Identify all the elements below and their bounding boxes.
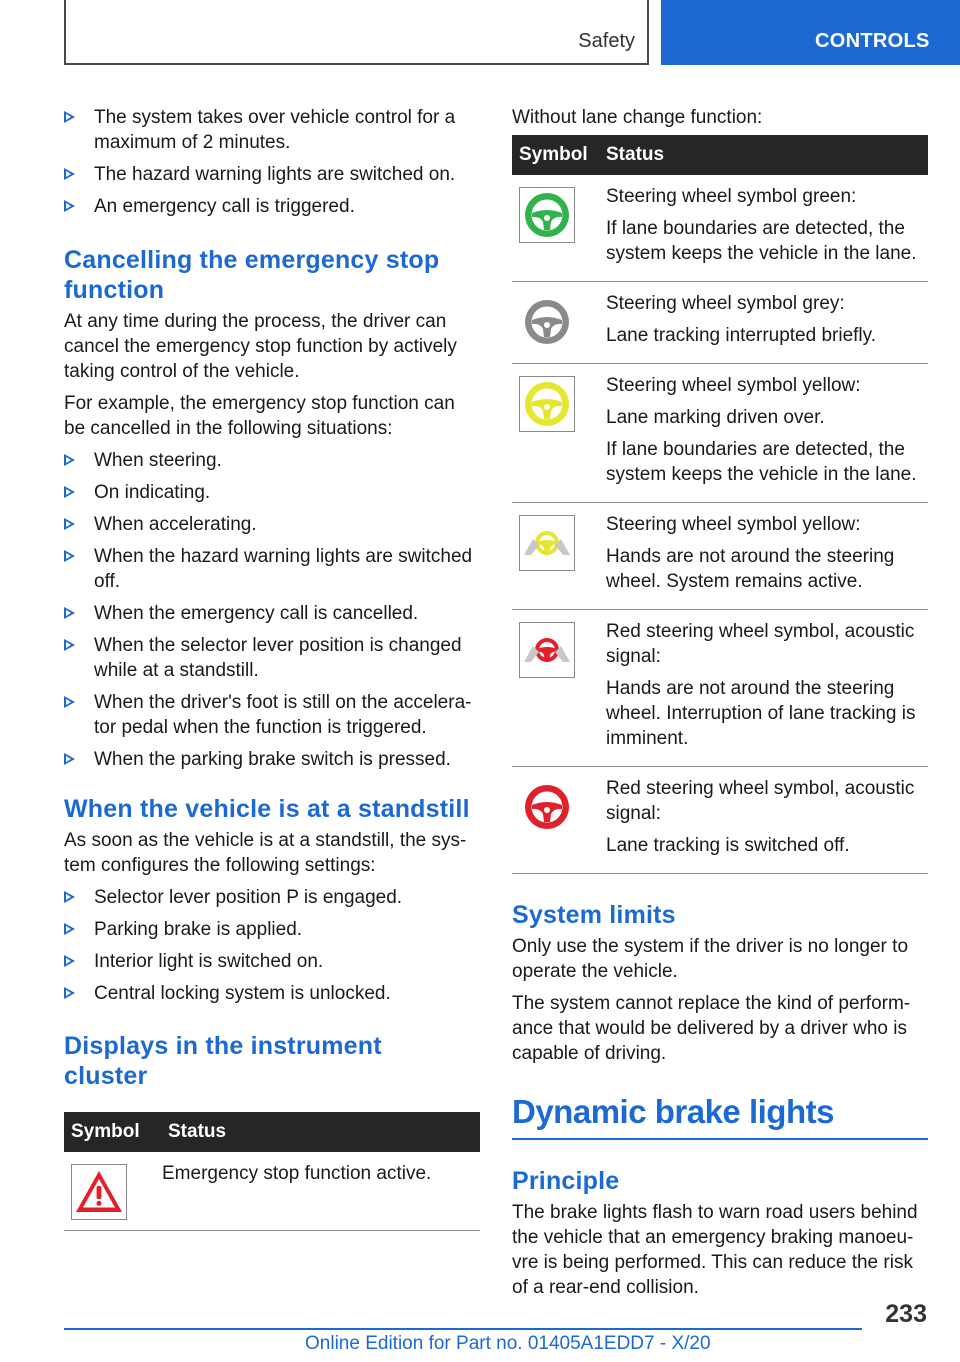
header-chapter-tab	[661, 0, 960, 65]
list-item: The hazard warning lights are switched on.	[64, 162, 480, 187]
status-text: Emergency stop function active.	[162, 1163, 432, 1184]
list-item: When the parking brake switch is pressed.	[64, 747, 480, 772]
triangle-bullet-icon	[64, 454, 75, 466]
list-item: When the hazard warning lights are switched off.	[64, 544, 480, 594]
status-line: Hands are not around the steering wheel. Interruption of lane tracking is imminent.	[606, 678, 916, 749]
right-column	[512, 100, 928, 1307]
triangle-bullet-icon	[64, 607, 75, 619]
status-line: If lane boundaries are detected, the system keeps the vehicle in the lane.	[606, 439, 917, 485]
triangle-bullet-icon	[64, 955, 75, 967]
header-chapter-title: CONTROLS	[815, 30, 930, 52]
list-item: Selector lever position P is engaged.	[64, 885, 480, 910]
cancel-heading: Cancelling the emergency stop function	[64, 246, 440, 304]
table-row	[64, 1152, 480, 1231]
intro-bullet-list	[64, 105, 480, 219]
limits-paragraph-1: Only use the system if the driver is no longer to operate the vehicle.	[512, 936, 909, 982]
list-item: An emergency call is triggered.	[64, 194, 480, 219]
table-row	[512, 767, 928, 874]
footer-edition-text: Online Edition for Part no. 01405A1EDD7 - X/20	[305, 1333, 711, 1354]
warning-triangle-icon	[71, 1164, 127, 1220]
status-line: Red steering wheel symbol, acoustic signal:	[606, 778, 915, 824]
list-item: When the driver's foot is still on the accelera‐tor pedal when the function is triggered.	[64, 690, 480, 740]
status-line: If lane boundaries are detected, the system keeps the vehicle in the lane.	[606, 218, 917, 264]
steering-symbol-table	[512, 135, 928, 874]
status-line: Lane tracking is switched off.	[606, 835, 850, 856]
triangle-bullet-icon	[64, 200, 75, 212]
col-header-status: Status	[162, 1112, 480, 1152]
status-line: Red steering wheel symbol, acoustic signal:	[606, 621, 915, 667]
table-row	[512, 364, 928, 503]
steering-wheel-yellow-hands-icon	[519, 515, 575, 571]
status-line: Steering wheel symbol yellow:	[606, 514, 861, 535]
triangle-bullet-icon	[64, 987, 75, 999]
principle-paragraph: The brake lights flash to warn road users behind the vehicle that an emergency braking manoeu‐vre is being performed. This can reduce the risk of a rear-end collision.	[512, 1202, 918, 1298]
list-item: On indicating.	[64, 480, 480, 505]
footer-divider	[64, 1328, 862, 1330]
header-section-title: Safety	[578, 30, 635, 52]
displays-heading: Displays in the instrument cluster	[64, 1032, 382, 1090]
triangle-bullet-icon	[64, 923, 75, 935]
list-item: The system takes over vehicle control for a maximum of 2 minutes.	[64, 105, 480, 155]
header-section-box	[64, 0, 649, 65]
status-line: Steering wheel symbol green:	[606, 186, 857, 207]
table-row	[512, 175, 928, 282]
principle-heading: Principle	[512, 1167, 620, 1195]
list-item: When the selector lever position is changed while at a standstill.	[64, 633, 480, 683]
list-item: Interior light is switched on.	[64, 949, 480, 974]
steering-wheel-red-icon	[519, 779, 575, 835]
standstill-heading: When the vehicle is at a standstill	[64, 795, 470, 823]
standstill-paragraph: As soon as the vehicle is at a standstill, the sys‐tem configures the following settings:	[64, 830, 467, 876]
cancel-bullet-list	[64, 448, 480, 772]
col-header-status: Status	[606, 135, 928, 175]
triangle-bullet-icon	[64, 550, 75, 562]
cancel-paragraph-2: For example, the emergency stop function can be cancelled in the following situations:	[64, 393, 455, 439]
steering-wheel-red-hands-icon	[519, 622, 575, 678]
status-line: Lane marking driven over.	[606, 407, 825, 428]
list-item: Central locking system is unlocked.	[64, 981, 480, 1006]
triangle-bullet-icon	[64, 486, 75, 498]
steering-wheel-grey-icon	[519, 294, 575, 350]
list-item: When the emergency call is cancelled.	[64, 601, 480, 626]
status-line: Hands are not around the steering wheel. System remains active.	[606, 546, 895, 592]
list-item: When accelerating.	[64, 512, 480, 537]
without-lane-label: Without lane change function:	[512, 107, 763, 128]
triangle-bullet-icon	[64, 891, 75, 903]
steering-wheel-green-icon	[519, 187, 575, 243]
emergency-symbol-table	[64, 1112, 480, 1231]
brake-heading: Dynamic brake lights	[512, 1092, 928, 1140]
steering-wheel-yellow-icon	[519, 376, 575, 432]
col-header-symbol: Symbol	[512, 135, 606, 175]
col-header-symbol: Symbol	[64, 1112, 162, 1152]
cancel-paragraph-1: At any time during the process, the driver can cancel the emergency stop function by actively taking control of the vehicle.	[64, 311, 457, 382]
standstill-bullet-list	[64, 885, 480, 1006]
limits-paragraph-2: The system cannot replace the kind of perform‐ance that would be delivered by a driver who is capable of driving.	[512, 993, 911, 1064]
triangle-bullet-icon	[64, 753, 75, 765]
list-item: Parking brake is applied.	[64, 917, 480, 942]
table-row	[512, 503, 928, 610]
status-line: Lane tracking interrupted briefly.	[606, 325, 877, 346]
status-line: Steering wheel symbol grey:	[606, 293, 845, 314]
status-line: Steering wheel symbol yellow:	[606, 375, 861, 396]
triangle-bullet-icon	[64, 518, 75, 530]
page-number: 233	[885, 1300, 927, 1328]
triangle-bullet-icon	[64, 111, 75, 123]
triangle-bullet-icon	[64, 639, 75, 651]
list-item: When steering.	[64, 448, 480, 473]
table-row	[512, 610, 928, 767]
triangle-bullet-icon	[64, 168, 75, 180]
table-row	[512, 282, 928, 364]
limits-heading: System limits	[512, 901, 676, 929]
left-column	[64, 100, 480, 1231]
triangle-bullet-icon	[64, 696, 75, 708]
